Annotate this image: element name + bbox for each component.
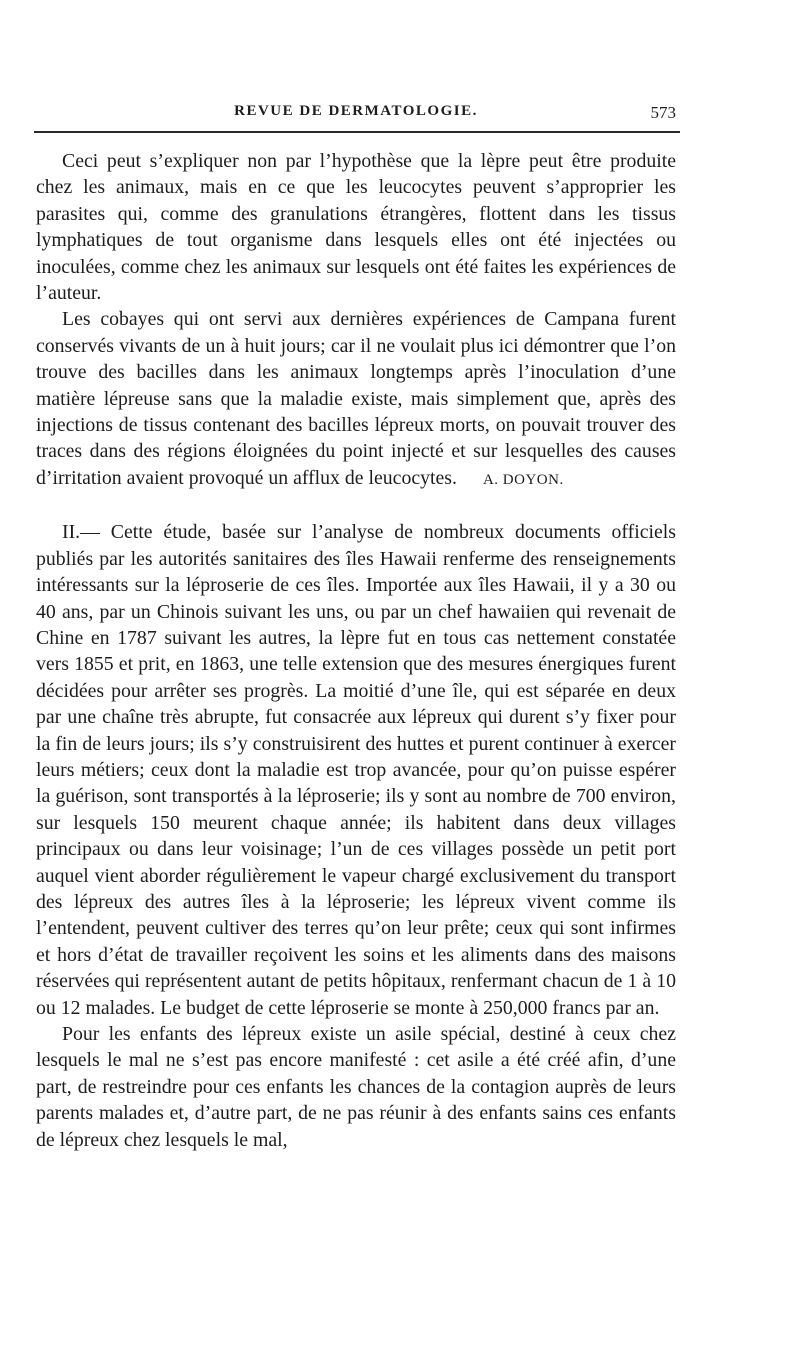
paragraph-4: Pour les enfants des lépreux existe un asile spécial, destiné à ceux chez lesquels le mal ne s’est pas encore manifesté : cet asile a été créé afin, d’une part, de restreindre pour ces enfants les chances de la contagion auprès de leurs parents malades et, d’autre part, de ne pas réunir à des enfants sains ces enfants de lépreux chez lesquels le mal, [36,1023,676,1151]
running-title: REVUE DE DERMATOLOGIE. [234,103,478,119]
section-number: II. [62,521,81,544]
body-text [36,148,676,1153]
author-signature: A. DOYON. [482,471,564,488]
header-rule [34,131,680,133]
paragraph-2-text: Les cobayes qui ont servi aux dernières expériences de Campana furent conservés vivants de un à huit jours; car il ne voulait plus ici démontrer que l’on trouve des bacilles dans les animaux longtemps après l’inoculation d’une matière lépreuse sans que la maladie existe, mais simplement que, après des injections de tissus contenant des bacilles lépreux morts, on pouvait trouver des traces dans des régions éloignées du point injecté et sur lesquelles des causes d’irritation avaient provoqué un afflux de leucocytes. [36,308,676,489]
page-number: 573 [650,103,676,122]
paragraph-3-text: — Cette étude, basée sur l’analyse de nombreux documents officiels publiés par les autorités sanitaires des îles Hawaii renferme des renseignements intéressants sur la léproserie de ces îles. Importée aux îles Hawaii, il y a 30 ou 40 ans, par un Chinois suivant les uns, ou par un chef hawaiien qui revenait de Chine en 1787 suivant les autres, la lèpre fut en tous cas nettement constatée vers 1855 et prit, en 1863, une telle extension que des mesures énergiques furent décidées pour arrêter ses progrès. La moitié d’une île, qui est séparée en deux par une chaîne très abrupte, fut consacrée aux lépreux qui durent s’y fixer pour la fin de leurs jours; ils s’y construisirent des huttes et purent continuer à exercer leurs métiers; ceux dont la maladie est trop avancée, pour qu’on puisse espérer la guérison, sont transportés à la léproserie; ils y sont au nombre de 700 environ, sur lesquels 150 meurent chaque année; ils habitent dans deux villages principaux ou dans leur voisinage; l’un de ces villages possède un petit port auquel vient aborder régulièrement le vapeur chargé exclusivement du transport des lépreux des autres îles à la léproserie; les lépreux vivent comme ils l’entendent, peuvent cultiver des terres qu’on leur prête; ceux qui sont infirmes et hors d’état de travailler reçoivent les soins et les aliments dans des maisons réservées qui représentent autant de petits hôpitaux, renfermant chacun de 1 à 10 ou 12 malades. Le budget de cette léproserie se monte à 250,000 francs par an. [36,521,676,1019]
paragraph-3 [36,519,676,1021]
paragraph-2 [36,306,676,493]
page-header [36,103,676,129]
paragraph-1: Ceci peut s’expliquer non par l’hypothèse que la lèpre peut être produite chez les animaux, mais en ce que les leucocytes peuvent s’approprier les parasites qui, comme des granulations étrangères, flottent dans les tissus lymphatiques de tout organisme dans lesquels elles ont été injectées ou inoculées, comme chez les animaux sur lesquels ont été faites les expériences de l’auteur. [36,150,676,305]
